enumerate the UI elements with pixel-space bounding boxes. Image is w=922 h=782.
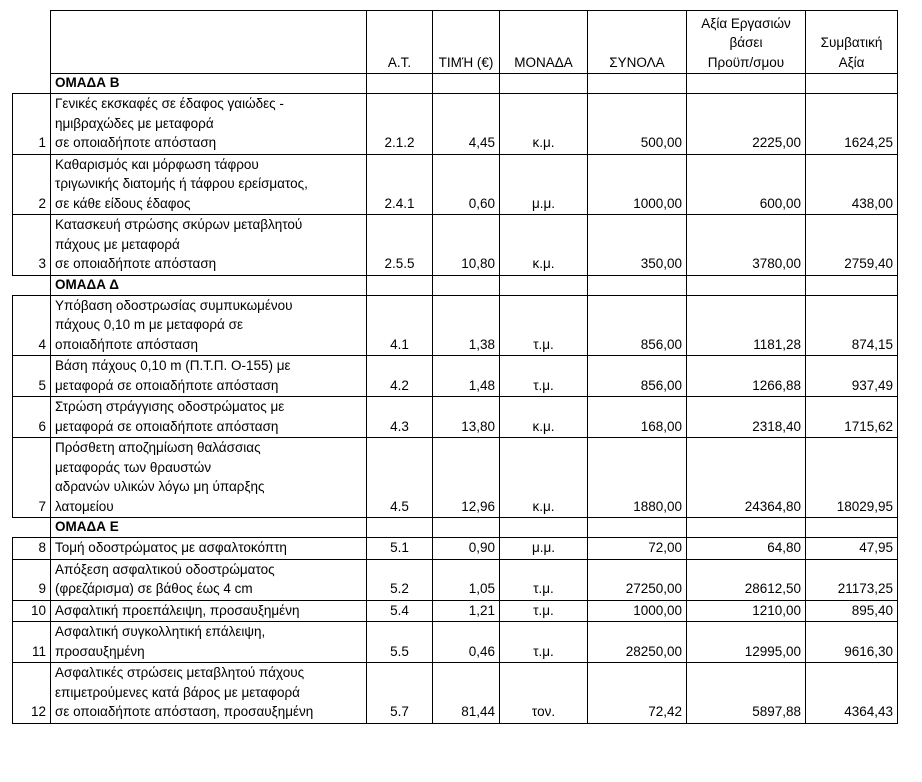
- item-contract-value: 9616,30: [806, 622, 898, 663]
- item-contract-value: 18029,95: [806, 438, 898, 518]
- header-totals: ΣΥΝΟΛΑ: [588, 11, 687, 74]
- item-unit: κ.μ.: [500, 397, 588, 438]
- item-description: Στρώση στράγγισης οδοστρώματος με μεταφορά σε οποιαδήποτε απόσταση: [51, 397, 367, 438]
- item-unit: μ.μ.: [500, 154, 588, 215]
- header-no: [13, 11, 51, 74]
- empty-cell: [806, 275, 898, 295]
- table-row: [13, 438, 898, 518]
- item-price: 1,48: [433, 356, 500, 397]
- item-total: 72,00: [588, 538, 687, 560]
- row-number: 9: [13, 559, 51, 600]
- item-at: 5.1: [367, 538, 433, 560]
- row-number: [13, 518, 51, 538]
- item-contract-value: 21173,25: [806, 559, 898, 600]
- item-price: 0,60: [433, 154, 500, 215]
- item-description: Γενικές εκσκαφές σε έδαφος γαιώδες - ημιβραχώδες με μεταφορά σε οποιαδήποτε απόσταση: [51, 94, 367, 155]
- item-contract-value: 895,40: [806, 600, 898, 622]
- item-description: Πρόσθετη αποζημίωση θαλάσσιας μεταφοράς των θραυστών αδρανών υλικών λόγω μη ύπαρξης λατομείου: [51, 438, 367, 518]
- table-row: [13, 295, 898, 356]
- item-price: 4,45: [433, 94, 500, 155]
- empty-cell: [806, 74, 898, 94]
- item-price: 13,80: [433, 397, 500, 438]
- item-description: Υπόβαση οδοστρωσίας συμπυκωμένου πάχους 0,10 m με μεταφορά σε οποιαδήποτε απόσταση: [51, 295, 367, 356]
- item-contract-value: 2759,40: [806, 215, 898, 276]
- item-budget-value: 5897,88: [687, 663, 806, 724]
- table-row: [13, 94, 898, 155]
- item-price: 1,38: [433, 295, 500, 356]
- group-row: [13, 74, 898, 94]
- item-contract-value: 4364,43: [806, 663, 898, 724]
- row-number: 8: [13, 538, 51, 560]
- item-contract-value: 874,15: [806, 295, 898, 356]
- empty-cell: [500, 74, 588, 94]
- group-row: [13, 275, 898, 295]
- item-at: 2.1.2: [367, 94, 433, 155]
- table-row: [13, 538, 898, 560]
- item-description: Ασφαλτική συγκολλητική επάλειψη, προσαυξημένη: [51, 622, 367, 663]
- item-total: 27250,00: [588, 559, 687, 600]
- item-at: 4.3: [367, 397, 433, 438]
- item-unit: τ.μ.: [500, 622, 588, 663]
- table-row: [13, 663, 898, 724]
- item-budget-value: 1266,88: [687, 356, 806, 397]
- row-number: 6: [13, 397, 51, 438]
- table-row: [13, 622, 898, 663]
- empty-cell: [500, 518, 588, 538]
- empty-cell: [687, 74, 806, 94]
- group-title: ΟΜΑΔΑ Β: [51, 74, 367, 94]
- empty-cell: [433, 74, 500, 94]
- empty-cell: [588, 275, 687, 295]
- item-description: Βάση πάχους 0,10 m (Π.Τ.Π. Ο-155) με μεταφορά σε οποιαδήποτε απόσταση: [51, 356, 367, 397]
- item-budget-value: 1210,00: [687, 600, 806, 622]
- group-title: ΟΜΑΔΑ Δ: [51, 275, 367, 295]
- item-price: 1,05: [433, 559, 500, 600]
- item-at: 2.4.1: [367, 154, 433, 215]
- row-number: 3: [13, 215, 51, 276]
- item-total: 28250,00: [588, 622, 687, 663]
- item-unit: τ.μ.: [500, 559, 588, 600]
- empty-cell: [588, 518, 687, 538]
- row-number: [13, 275, 51, 295]
- item-price: 12,96: [433, 438, 500, 518]
- item-at: 5.2: [367, 559, 433, 600]
- empty-cell: [687, 518, 806, 538]
- item-description: Τομή οδοστρώματος με ασφαλτοκόπτη: [51, 538, 367, 560]
- table-row: [13, 215, 898, 276]
- table-body: [13, 11, 898, 724]
- header-price: ΤΙΜΉ (€): [433, 11, 500, 74]
- empty-cell: [367, 74, 433, 94]
- item-at: 2.5.5: [367, 215, 433, 276]
- item-price: 0,46: [433, 622, 500, 663]
- item-budget-value: 12995,00: [687, 622, 806, 663]
- row-number: 4: [13, 295, 51, 356]
- group-row: [13, 518, 898, 538]
- item-unit: μ.μ.: [500, 538, 588, 560]
- table-row: [13, 397, 898, 438]
- row-number: 10: [13, 600, 51, 622]
- item-budget-value: 24364,80: [687, 438, 806, 518]
- item-unit: κ.μ.: [500, 215, 588, 276]
- item-total: 500,00: [588, 94, 687, 155]
- table-row: [13, 600, 898, 622]
- item-contract-value: 438,00: [806, 154, 898, 215]
- table-row: [13, 559, 898, 600]
- item-at: 4.2: [367, 356, 433, 397]
- header-value-budget: Αξία Εργασιών βάσει Προϋπ/σμου: [687, 11, 806, 74]
- item-total: 168,00: [588, 397, 687, 438]
- item-at: 4.5: [367, 438, 433, 518]
- row-number: 11: [13, 622, 51, 663]
- item-budget-value: 1181,28: [687, 295, 806, 356]
- item-contract-value: 1715,62: [806, 397, 898, 438]
- row-number: 12: [13, 663, 51, 724]
- empty-cell: [500, 275, 588, 295]
- empty-cell: [367, 275, 433, 295]
- item-budget-value: 2318,40: [687, 397, 806, 438]
- item-price: 0,90: [433, 538, 500, 560]
- item-description: Κατασκευή στρώσης σκύρων μεταβλητού πάχους με μεταφορά σε οποιαδήποτε απόσταση: [51, 215, 367, 276]
- item-unit: τ.μ.: [500, 600, 588, 622]
- item-at: 4.1: [367, 295, 433, 356]
- item-total: 350,00: [588, 215, 687, 276]
- empty-cell: [588, 74, 687, 94]
- row-number: 2: [13, 154, 51, 215]
- item-unit: τον.: [500, 663, 588, 724]
- item-total: 1000,00: [588, 154, 687, 215]
- row-number: 5: [13, 356, 51, 397]
- header-at: Α.Τ.: [367, 11, 433, 74]
- empty-cell: [806, 518, 898, 538]
- item-unit: τ.μ.: [500, 356, 588, 397]
- empty-cell: [687, 275, 806, 295]
- item-description: Ασφαλτική προεπάλειψη, προσαυξημένη: [51, 600, 367, 622]
- table-row: [13, 356, 898, 397]
- item-at: 5.5: [367, 622, 433, 663]
- row-number: 7: [13, 438, 51, 518]
- item-total: 856,00: [588, 356, 687, 397]
- row-number: [13, 74, 51, 94]
- item-at: 5.4: [367, 600, 433, 622]
- item-budget-value: 600,00: [687, 154, 806, 215]
- item-contract-value: 47,95: [806, 538, 898, 560]
- empty-cell: [367, 518, 433, 538]
- header-contract-value: Συμβατική Αξία: [806, 11, 898, 74]
- item-unit: τ.μ.: [500, 295, 588, 356]
- header-description: [51, 11, 367, 74]
- item-description: Ασφαλτικές στρώσεις μεταβλητού πάχους επιμετρούμενες κατά βάρος με μεταφορά σε οποιαδήποτε απόσταση, προσαυξημένη: [51, 663, 367, 724]
- row-number: 1: [13, 94, 51, 155]
- item-total: 1880,00: [588, 438, 687, 518]
- item-unit: κ.μ.: [500, 94, 588, 155]
- item-total: 1000,00: [588, 600, 687, 622]
- item-budget-value: 2225,00: [687, 94, 806, 155]
- item-contract-value: 1624,25: [806, 94, 898, 155]
- item-price: 10,80: [433, 215, 500, 276]
- header-unit: ΜΟΝΑΔΑ: [500, 11, 588, 74]
- item-unit: κ.μ.: [500, 438, 588, 518]
- item-description: Καθαρισμός και μόρφωση τάφρου τριγωνικής διατομής ή τάφρου ερείσματος, σε κάθε είδους έδαφος: [51, 154, 367, 215]
- empty-cell: [433, 518, 500, 538]
- item-price: 1,21: [433, 600, 500, 622]
- item-budget-value: 64,80: [687, 538, 806, 560]
- item-total: 856,00: [588, 295, 687, 356]
- header-row: [13, 11, 898, 74]
- item-at: 5.7: [367, 663, 433, 724]
- item-budget-value: 3780,00: [687, 215, 806, 276]
- empty-cell: [433, 275, 500, 295]
- item-contract-value: 937,49: [806, 356, 898, 397]
- table-row: [13, 154, 898, 215]
- group-title: ΟΜΑΔΑ Ε: [51, 518, 367, 538]
- item-budget-value: 28612,50: [687, 559, 806, 600]
- item-price: 81,44: [433, 663, 500, 724]
- item-description: Απόξεση ασφαλτικού οδοστρώματος (φρεζάρισμα) σε βάθος έως 4 cm: [51, 559, 367, 600]
- budget-table: [12, 10, 898, 724]
- item-total: 72,42: [588, 663, 687, 724]
